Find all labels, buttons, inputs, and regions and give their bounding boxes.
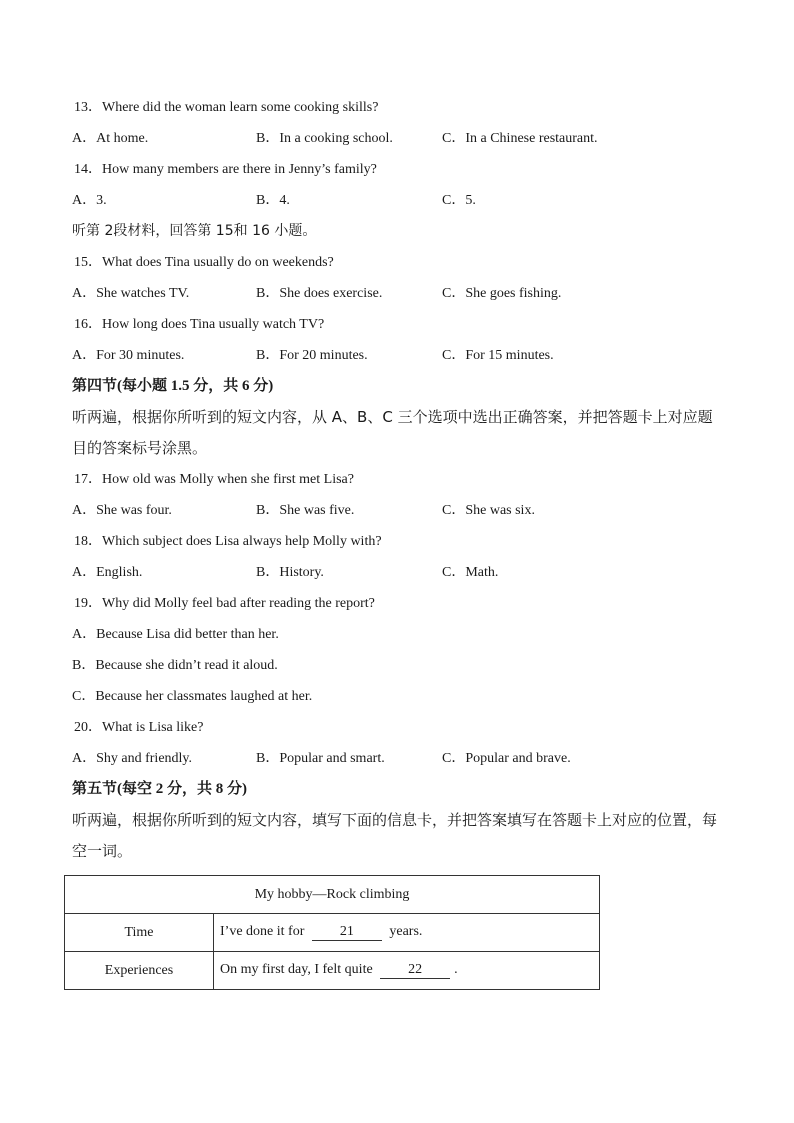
option-c: C．For 15 minutes. <box>442 348 554 363</box>
option-b: B．She was five. <box>256 503 355 518</box>
row-text: I’ve done it for <box>220 924 305 939</box>
options-13 <box>72 123 732 154</box>
question-13: 13．Where did the woman learn some cooking skills? <box>74 100 379 115</box>
option-b: B．She does exercise. <box>256 286 383 301</box>
option-19-c: C．Because her classmates laughed at her. <box>72 689 313 704</box>
row-text: . <box>454 962 458 977</box>
section-4-heading: 第四节(每小题 1.5 分，共 6 分) <box>72 378 274 394</box>
option-a: A．Shy and friendly. <box>72 751 193 766</box>
option-a: A．For 30 minutes. <box>72 348 185 363</box>
option-b: B．4. <box>256 193 290 208</box>
option-c: C．In a Chinese restaurant. <box>442 131 598 146</box>
row-text: years. <box>389 924 423 939</box>
table-row <box>65 952 600 990</box>
section-4-instruction: 听两遍，根据你所听到的短文内容，从 A、B、C 三个选项中选出正确答案，并把答题卡上对应题目的答案标号涂黑。 <box>72 408 713 457</box>
option-c: C．She goes fishing. <box>442 286 562 301</box>
question-20: 20．What is Lisa like? <box>74 720 204 735</box>
question-17: 17．How old was Molly when she first met Lisa? <box>74 472 354 487</box>
option-a: A．At home. <box>72 131 149 146</box>
table-caption: My hobby—Rock climbing <box>65 876 600 914</box>
exam-page <box>72 92 732 990</box>
instruction-material-2: 听第 2段材料，回答第 15和 16 小题。 <box>72 223 317 239</box>
question-14: 14．How many members are there in Jenny’s family? <box>74 162 377 177</box>
row-label-time: Time <box>65 914 214 952</box>
answer-blank-21[interactable]: 21 <box>312 924 382 941</box>
question-15: 15．What does Tina usually do on weekends? <box>74 255 334 270</box>
section-5-heading: 第五节(每空 2 分，共 8 分) <box>72 781 247 797</box>
question-18: 18．Which subject does Lisa always help Molly with? <box>74 534 382 549</box>
options-15 <box>72 278 732 309</box>
option-a: A．She watches TV. <box>72 286 190 301</box>
options-18 <box>72 557 732 588</box>
option-b: B．For 20 minutes. <box>256 348 368 363</box>
option-19-a: A．Because Lisa did better than her. <box>72 627 279 642</box>
row-value-time <box>214 914 600 952</box>
row-label-experiences: Experiences <box>65 952 214 990</box>
row-value-experiences <box>214 952 600 990</box>
options-17 <box>72 495 732 526</box>
table-row <box>65 914 600 952</box>
section-5-instruction: 听两遍，根据你所听到的短文内容，填写下面的信息卡，并把答案填写在答题卡上对应的位置，每空一词。 <box>72 811 718 860</box>
options-16 <box>72 340 732 371</box>
option-b: B．In a cooking school. <box>256 131 393 146</box>
option-a: A．She was four. <box>72 503 172 518</box>
row-text: On my first day, I felt quite <box>220 962 373 977</box>
option-b: B．History. <box>256 565 324 580</box>
info-card-table <box>64 875 600 990</box>
option-c: C．Popular and brave. <box>442 751 571 766</box>
option-c: C．Math. <box>442 565 499 580</box>
answer-blank-22[interactable]: 22 <box>380 962 450 979</box>
options-20 <box>72 743 732 774</box>
question-16: 16．How long does Tina usually watch TV? <box>74 317 325 332</box>
option-b: B．Popular and smart. <box>256 751 385 766</box>
option-a: A．English. <box>72 565 143 580</box>
question-19: 19．Why did Molly feel bad after reading the report? <box>74 596 375 611</box>
option-c: C．She was six. <box>442 503 535 518</box>
option-a: A．3. <box>72 193 107 208</box>
option-c: C．5. <box>442 193 476 208</box>
option-19-b: B．Because she didn’t read it aloud. <box>72 658 278 673</box>
options-14 <box>72 185 732 216</box>
